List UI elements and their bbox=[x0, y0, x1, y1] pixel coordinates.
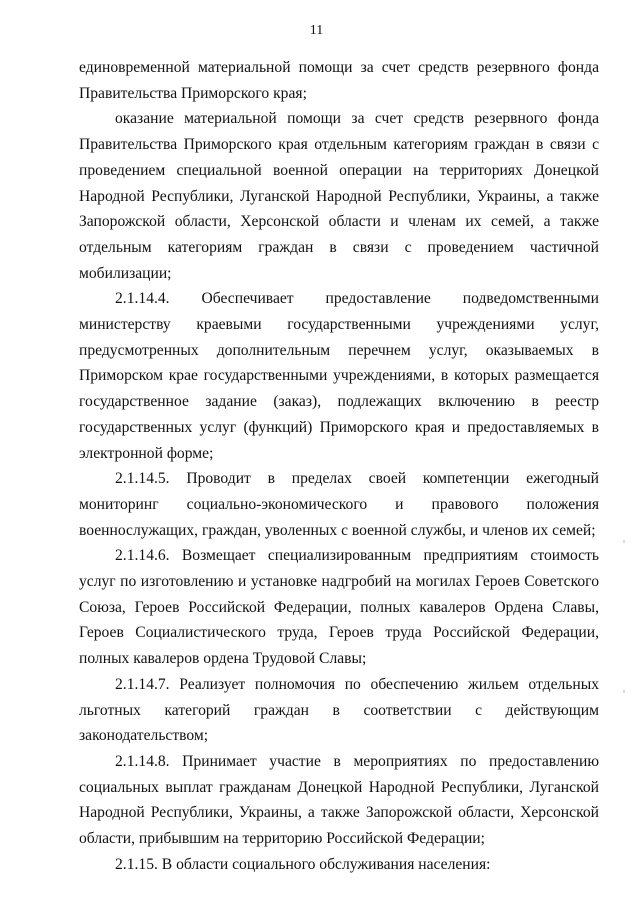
page-number: 11 bbox=[309, 23, 324, 38]
paragraph-2-1-14-7: 2.1.14.7. Реализует полномочия по обеспечению жильем отдельных льготных категорий граждан в соответствии с действующим законодательством; bbox=[79, 675, 599, 745]
paragraph-2-1-14-5: 2.1.14.5. Проводит в пределах своей компетенции ежегодный мониторинг социально-экономического и правового положения военнослужащих, граждан, уволенных с военной службы, и членов их семей; bbox=[79, 470, 599, 539]
paragraph-2-1-14-4: 2.1.14.4. Обеспечивает предоставление подведомственными министерству краевыми государственными учреждениями услуг, предусмотренных дополнительным перечнем услуг, оказываемых в Приморском крае государственными учреждениями, в которых размещается государственное задание (заказ), подлежащих включению в реестр государственных услуг (функций) Приморского края и предоставляемых в электронной форме; bbox=[79, 290, 599, 462]
paragraph-2-1-15: 2.1.15. В области социального обслуживания населения: bbox=[115, 855, 491, 873]
paragraph-2-1-14-8: 2.1.14.8. Принимает участие в мероприятиях по предоставлению социальных выплат гражданам Донецкой Народной Республики, Луганской Народной Республики, Украины, а также Запорожской области, Херсонской области, прибывшим на территорию Российской Федерации; bbox=[79, 752, 599, 848]
scan-edge-mark bbox=[623, 540, 625, 543]
scan-edge-mark bbox=[623, 690, 625, 693]
paragraph-2: оказание материальной помощи за счет средств резервного фонда Правительства Приморского края отдельным категориям граждан в связи с проведением специальной военной операции на территориях Донецкой Народной Республики, Луганской Народной Республики, Украины, а также Запорожской области, Херсонской области и членам их семей, а также отдельным категориям граждан в связи с проведением частичной мобилизации; bbox=[79, 110, 599, 282]
paragraph-2-1-14-6: 2.1.14.6. Возмещает специализированным предприятиям стоимость услуг по изготовлению и установке надгробий на могилах Героев Советского Союза, Героев Российской Федерации, полных кавалеров Ордена Славы, Героев Социалистического труда, Героев труда Российской Федерации, полных кавалеров ордена Трудовой Славы; bbox=[79, 547, 599, 668]
paragraph-1: единовременной материальной помощи за счет средств резервного фонда Правительства Приморского края; bbox=[79, 59, 599, 102]
document-body bbox=[79, 55, 599, 878]
